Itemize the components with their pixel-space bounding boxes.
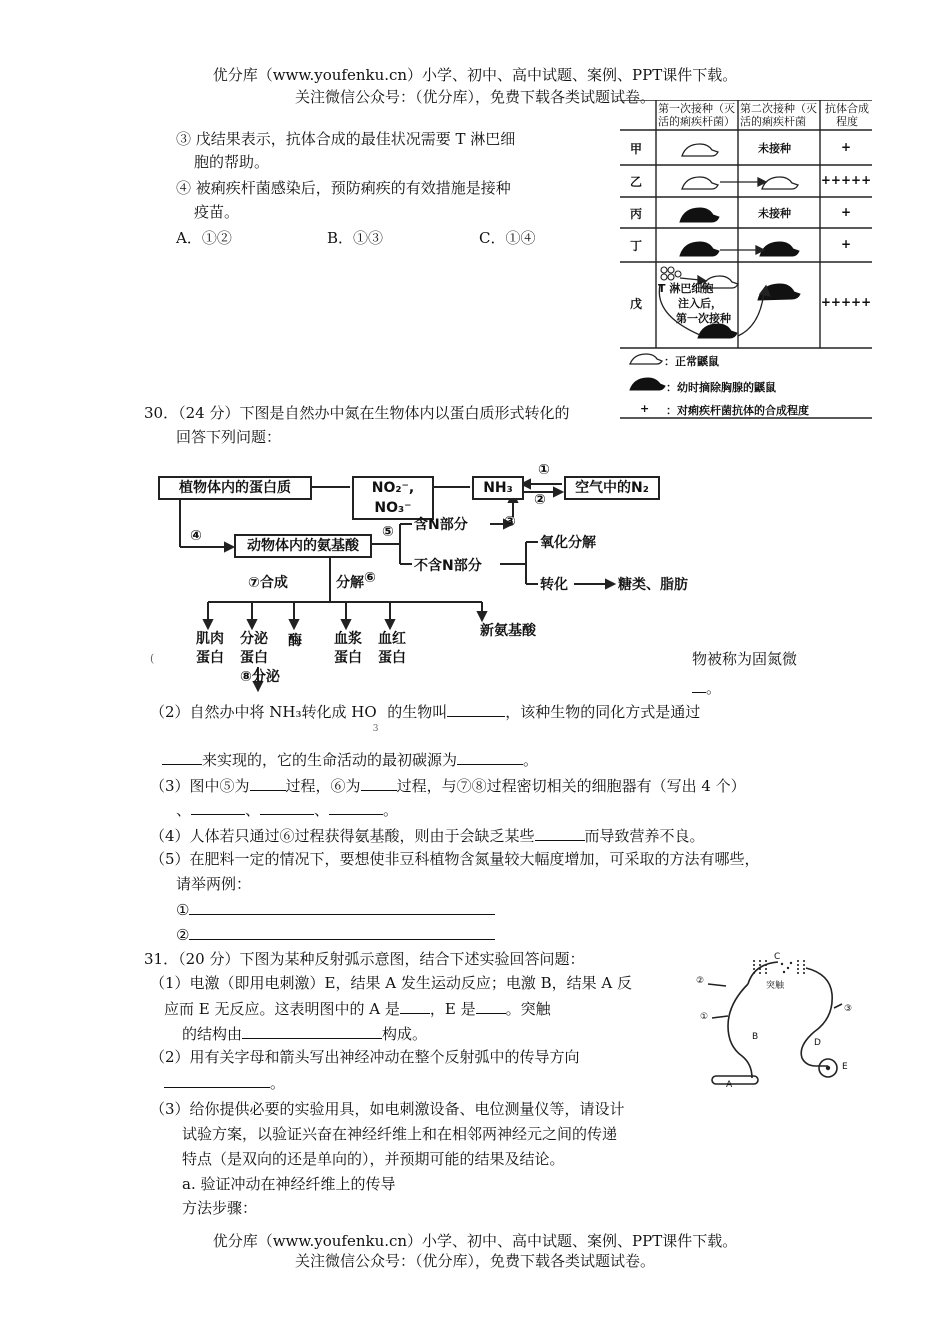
q30-q3: （3）图中⑤为 过程，⑥为 过程，与⑦⑧过程密切相关的细胞器有（写出 4 个）: [150, 774, 746, 797]
label-a: A: [726, 1080, 733, 1090]
footer-line2: 关注微信公众号：（优分库），免费下载各类试题试卷。: [294, 1252, 655, 1270]
label-synthesis: ⑦合成: [248, 575, 288, 591]
wu-note-tcell: T 淋巴细胞: [658, 282, 714, 295]
label-step-5: ⑤: [382, 524, 394, 540]
label-step-1: ①: [538, 462, 550, 478]
label-circle-3: ③: [844, 1004, 853, 1014]
answer-blank[interactable]: [400, 997, 430, 1014]
answer-blank[interactable]: [250, 774, 286, 791]
row-jia-not-inoculated: 未接种: [758, 142, 791, 155]
black-mouse-legend-icon: [630, 378, 665, 390]
q30-stem: 30．（24 分）下图是自然办中氮在生物体内以蛋白质形式转化的: [144, 404, 570, 422]
label-muscle-protein: 肌肉 蛋白: [196, 631, 224, 666]
row-label-jia: 甲: [630, 142, 643, 156]
q31-q3-line2: 试验方案，以验证兴奋在神经纤维上和在相邻两神经元之间的传递: [182, 1125, 618, 1143]
node-nh3: NH₃: [472, 476, 524, 500]
effector-a: [712, 1076, 758, 1084]
label-plasma-protein: 血浆 蛋白: [334, 631, 362, 666]
q30-stem-2: 回答下列问题：: [176, 428, 282, 446]
label-oxidize: 氧化分解: [540, 535, 596, 551]
row-jia-degree: +: [840, 140, 852, 154]
row-label-ding: 丁: [630, 239, 643, 253]
q30-q5-answer2: ②: [176, 923, 495, 946]
label-circle-1: ①: [700, 1012, 709, 1022]
label-e: E: [842, 1062, 848, 1072]
legend-thymectomized-mouse: ：幼时摘除胸腺的鼷鼠: [666, 381, 776, 394]
q31-stem: 31．（20 分）下图为某种反射弧示意图，结合下述实验回答问题：: [144, 950, 585, 968]
arrow-icon: [204, 620, 212, 628]
q31-q1-line3: 的结构由 构成。: [182, 1022, 427, 1045]
q30-q5: （5）在肥料一定的情况下，要想使非豆科植物含氮量较大幅度增加，可采取的方法有哪些，: [150, 850, 760, 868]
label-circle-2: ②: [696, 976, 705, 986]
legend-antibody-degree: ：对痢疾杆菌抗体的合成程度: [666, 404, 809, 417]
label-enzyme: 酶: [288, 633, 302, 649]
wu-note-inject: 注入后，: [678, 297, 722, 310]
answer-blank[interactable]: [361, 774, 397, 791]
node-air-n2: 空气中的N₂: [564, 476, 660, 500]
arrow-icon: [386, 620, 394, 628]
black-mouse-icon: [680, 242, 719, 256]
label-secretory-protein: 分泌 蛋白: [240, 631, 268, 666]
node-animal-amino-acid: 动物体内的氨基酸: [234, 534, 372, 558]
label-non-n-part: 不含N部分: [414, 558, 482, 574]
nitrogen-cycle-diagram: [150, 462, 690, 694]
label-step-4: ④: [190, 528, 202, 544]
q29-option-a: A．①②: [176, 229, 232, 247]
t-cells-icon: [661, 267, 681, 280]
answer-blank[interactable]: [535, 824, 585, 841]
black-mouse-icon: [698, 324, 737, 338]
label-d: D: [814, 1038, 821, 1048]
q29-item3-line1: ③ 戊结果表示，抗体合成的最佳状况需要 T 淋巴细: [176, 130, 516, 148]
q30-q4: （4）人体若只通过⑥过程获得氨基酸，则由于会缺乏某些 而导致营养不良。: [150, 824, 705, 847]
node-nitrate: NO₂⁻, NO₃⁻: [352, 476, 434, 520]
label-step-6: ⑥: [364, 570, 376, 586]
efferent-fiber: [801, 968, 832, 1066]
normal-mouse-icon: [682, 144, 718, 156]
q30-q3-line2: 、 、 、 。: [176, 798, 398, 821]
label-hemoglobin: 血红 蛋白: [378, 631, 406, 666]
q31-q1-line2: 应而 E 无反应。这表明图中的 A 是 ，E 是 。突触: [164, 997, 551, 1020]
q29-item3-line2: 胞的帮助。: [194, 153, 270, 171]
arrow-icon: [342, 620, 350, 628]
q29-item4-line2: 疫苗。: [194, 203, 240, 221]
answer-line[interactable]: [189, 923, 495, 940]
row-label-wu: 戊: [630, 297, 643, 311]
label-c: C: [774, 952, 781, 962]
answer-line[interactable]: [189, 898, 495, 915]
answer-blank[interactable]: [476, 997, 506, 1014]
arrow-icon: [290, 620, 298, 628]
normal-mouse-icon: [762, 177, 798, 189]
arrow-icon: [248, 620, 256, 628]
answer-blank[interactable]: [162, 748, 202, 765]
answer-blank[interactable]: [260, 798, 314, 815]
q31-q1-line1: （1）电激（即用电刺激）E，结果 A 发生运动反应；电激 B，结果 A 反: [150, 974, 633, 992]
label-step-3: ③: [504, 514, 516, 530]
q29-option-c: C．①④: [479, 229, 536, 247]
receptor-dot: [826, 1066, 830, 1070]
arrow-icon: [606, 580, 614, 588]
q29-option-b: B．①③: [327, 229, 384, 247]
normal-mouse-legend-icon: [630, 354, 662, 364]
reflex-arc-diagram: [696, 952, 866, 1092]
row-label-yi: 乙: [630, 175, 643, 189]
table-header-col2: 第二次接种（灭 活的痢疾杆菌: [740, 102, 817, 128]
afferent-fiber: [728, 984, 752, 1078]
footer-line1: 优分库（www.youfenku.cn）小学、初中、高中试题、案例、PPT课件下载。: [212, 1232, 738, 1250]
legend-plus-symbol: +: [640, 402, 650, 415]
row-ding-degree: +: [840, 237, 852, 251]
table-header-col1: 第一次接种（灭 活的痢疾杆菌）: [658, 102, 735, 128]
q30-q5-line2: 请举两例：: [176, 875, 252, 893]
label-b: B: [752, 1032, 759, 1042]
q30-q5-answer1: ①: [176, 898, 495, 921]
q30-q1-tail2: 。: [692, 676, 721, 699]
label-new-amino-acid: 新氨基酸: [480, 623, 536, 639]
answer-blank[interactable]: [329, 798, 383, 815]
label-decomposition: 分解: [336, 575, 364, 591]
label-n-part: 含N部分: [414, 517, 468, 533]
arrow-icon: [554, 488, 562, 496]
answer-blank[interactable]: [447, 700, 505, 717]
label-secretion-8: ⑧分泌: [240, 669, 280, 685]
black-mouse-icon: [760, 242, 799, 256]
arrow-icon: [225, 543, 233, 551]
q30-q2-line2: 来实现的，它的生命活动的最初碳源为 。: [162, 748, 538, 771]
reflex-arc-lines: [696, 952, 866, 1092]
node-plant-protein: 植物体内的蛋白质: [158, 476, 312, 500]
legend-normal-mouse: ：正常鼷鼠: [664, 355, 719, 368]
label-synapse: 突触: [766, 981, 785, 991]
q30-q1-tail: 物被称为固氮微: [692, 650, 798, 668]
table-header-col3: 抗体合成 程度: [825, 102, 869, 128]
mouse-experiment-table: [620, 100, 872, 420]
row-label-bing: 丙: [630, 207, 643, 221]
label-step-2: ②: [534, 492, 546, 508]
q31-q2: （2）用有关字母和箭头写出神经冲动在整个反射弧中的传导方向: [150, 1048, 580, 1066]
q31-q3-line3: 特点（是双向的还是单向的），并预期可能的结果及结论。: [182, 1150, 565, 1168]
answer-blank[interactable]: [457, 748, 523, 765]
row-bing-degree: +: [840, 205, 852, 219]
answer-blank[interactable]: [191, 798, 245, 815]
answer-blank[interactable]: [692, 676, 706, 693]
black-mouse-icon: [680, 208, 719, 222]
row-yi-degree: +++++: [820, 173, 872, 187]
q30-q1-fragment: (: [150, 652, 155, 665]
q31-q3-line1: （3）给你提供必要的实验用具，如电刺激设备、电位测量仪等，请设计: [150, 1100, 625, 1118]
normal-mouse-icon: [682, 177, 718, 189]
row-wu-degree: +++++: [820, 295, 872, 309]
row-bing-not-inoculated: 未接种: [758, 207, 791, 220]
arrow-icon: [478, 612, 486, 620]
q31-q3-line4: a. 验证冲动在神经纤维上的传导: [182, 1175, 396, 1193]
q31-q2-line2: 。: [164, 1071, 285, 1094]
q30-q2: （2）自然办中将 NH₃转化成 $HO_3$ 的生物叫 ，该种生物的同化方式是通过: [150, 700, 700, 726]
wu-note-first: 第一次接种: [676, 312, 731, 325]
q29-item4-line1: ④ 被痢疾杆菌感染后，预防痢疾的有效措施是接种: [176, 179, 511, 197]
q31-q3-line5: 方法步骤：: [182, 1199, 258, 1217]
header-line1: 优分库（www.youfenku.cn）小学、初中、高中试题、案例、PPT课件下载。: [212, 66, 738, 84]
answer-blank[interactable]: [242, 1022, 382, 1039]
header-line2: 关注微信公众号：（优分库），免费下载各类试题试卷。: [294, 88, 655, 106]
answer-blank[interactable]: [164, 1071, 270, 1088]
label-sugar-fat: 糖类、脂肪: [618, 577, 688, 593]
label-convert: 转化: [540, 577, 568, 593]
